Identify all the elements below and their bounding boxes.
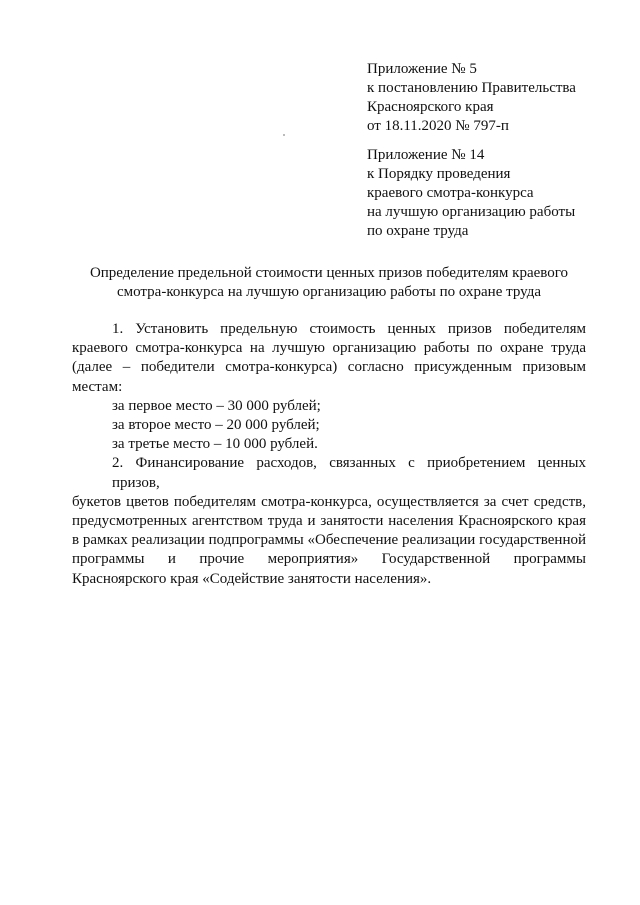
paragraph-1-line: (далее – победители смотра-конкурса) согласно присужденным призовым xyxy=(72,359,586,376)
document-body xyxy=(72,320,586,589)
appendix-5-line: к постановлению Правительства xyxy=(367,80,576,96)
paragraph-2-line: программы и прочие мероприятия» Государственной программы xyxy=(72,551,586,568)
paragraph-2-line: Красноярского края «Содействие занятости населения». xyxy=(72,570,432,587)
appendix-14-line: краевого смотра-конкурса xyxy=(367,185,534,201)
appendix-5-header xyxy=(367,60,617,136)
appendix-14-line: Приложение № 14 xyxy=(367,147,485,163)
appendix-14-line: по охране труда xyxy=(367,223,469,239)
appendix-5-line: Красноярского края xyxy=(367,99,494,115)
appendix-14-line: к Порядку проведения xyxy=(367,166,511,182)
paragraph-1 xyxy=(72,320,586,454)
prize-second-place: за второе место – 20 000 рублей; xyxy=(112,417,320,434)
appendix-14-header xyxy=(367,146,617,241)
appendix-14-line: на лучшую организацию работы xyxy=(367,204,576,220)
appendix-5-line: от 18.11.2020 № 797-п xyxy=(367,118,509,134)
title-line: смотра-конкурса на лучшую организацию работы по охране труда xyxy=(116,284,541,300)
paragraph-1-line: краевого смотра-конкурса на лучшую организацию работы по охране труда xyxy=(72,340,586,357)
prize-first-place: за первое место – 30 000 рублей; xyxy=(112,397,321,414)
paragraph-2 xyxy=(72,454,586,588)
title-line: Определение предельной стоимости ценных призов победителям краевого xyxy=(89,265,569,281)
paragraph-2-line: предусмотренных агентством труда и занятости населения Красноярского края xyxy=(72,513,586,530)
appendix-5-line: Приложение № 5 xyxy=(367,61,477,77)
paragraph-1-line: 1. Установить предельную стоимость ценных призов победителям xyxy=(112,321,586,337)
paragraph-1-line: местам: xyxy=(72,378,123,395)
paragraph-2-line: 2. Финансирование расходов, связанных с приобретением ценных призов, xyxy=(112,455,586,491)
paragraph-2-line: в рамках реализации подпрограммы «Обеспечение реализации государственной xyxy=(72,532,586,549)
document-title xyxy=(72,264,586,302)
scan-dot xyxy=(283,134,285,136)
paragraph-2-line: букетов цветов победителям смотра-конкурса, осуществляется за счет средств, xyxy=(72,493,586,510)
prize-third-place: за третье место – 10 000 рублей. xyxy=(112,436,318,453)
